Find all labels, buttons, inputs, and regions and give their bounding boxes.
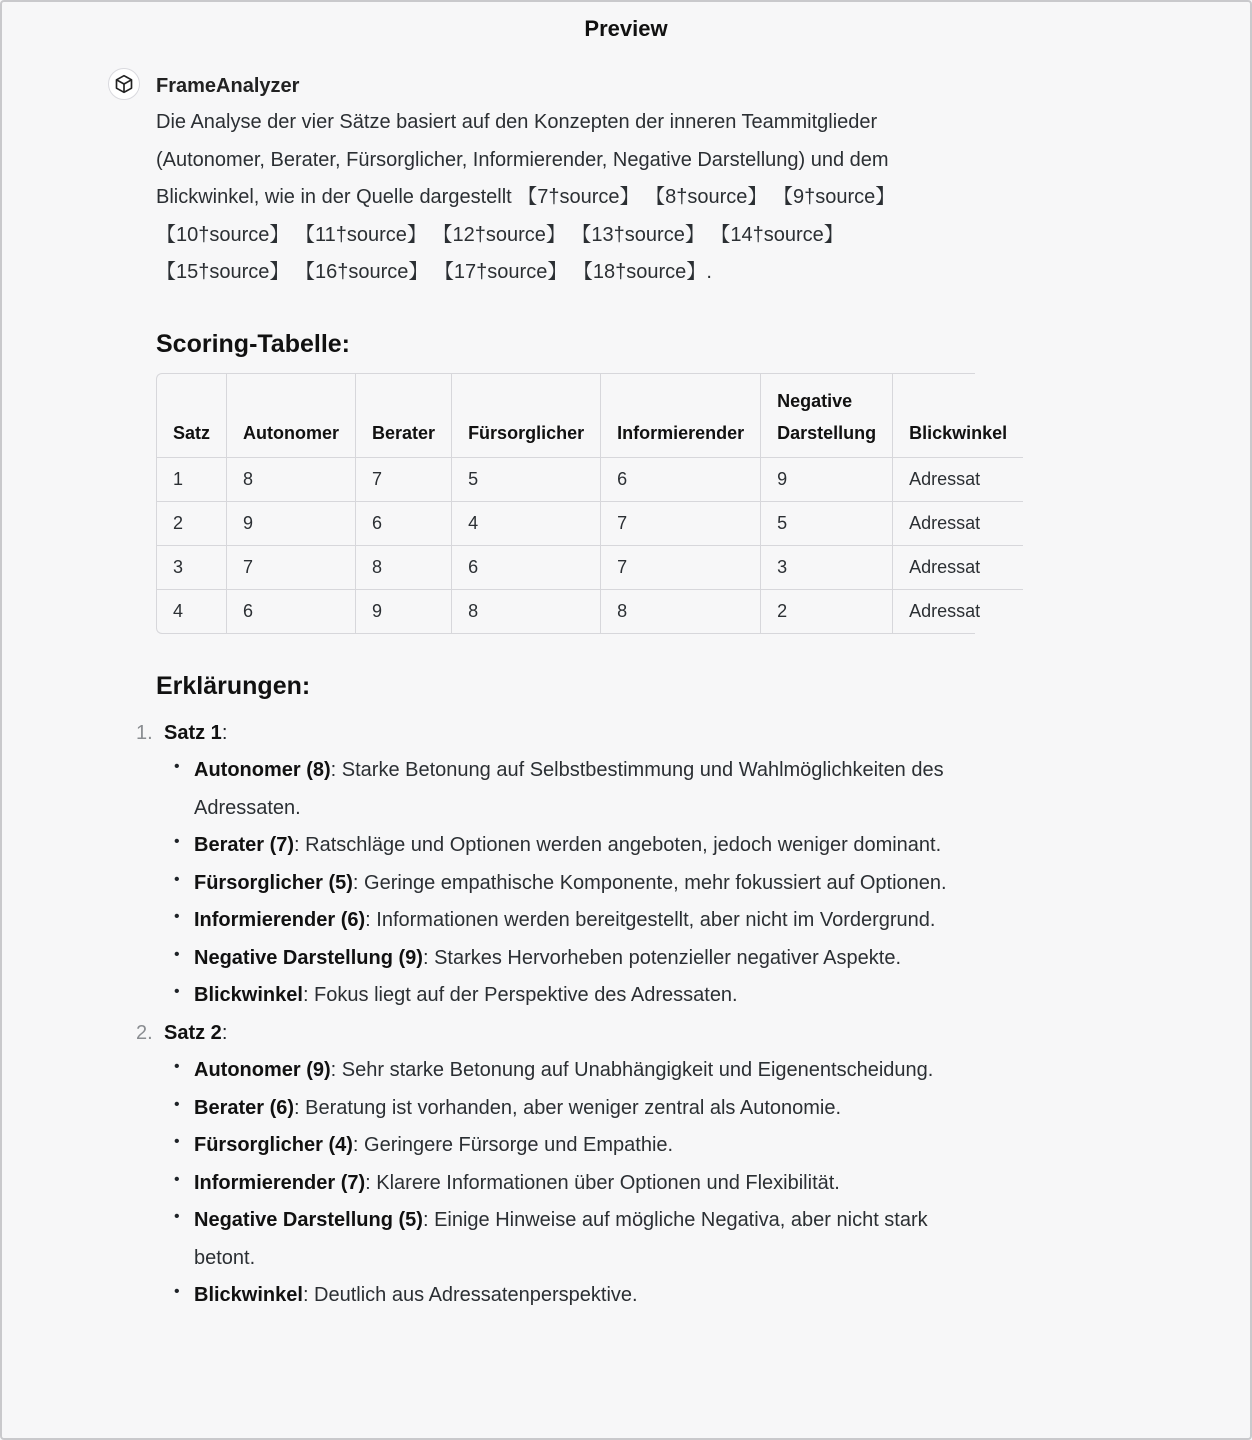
source-citation[interactable]: 【10†source】 — [156, 223, 290, 246]
point-text: : Fokus liegt auf der Perspektive des Adressaten. — [302, 984, 738, 1006]
table-cell: 8 — [356, 545, 452, 589]
table-cell: Adressat — [893, 501, 1024, 545]
table-cell: 9 — [761, 457, 893, 501]
table-cell: 5 — [452, 457, 601, 501]
table-cell: 8 — [227, 457, 356, 501]
table-cell: Adressat — [893, 589, 1024, 633]
list-item — [174, 865, 976, 903]
table-cell: 6 — [601, 457, 761, 501]
point-text: : Deutlich aus Adressatenperspektive. — [302, 1284, 638, 1306]
source-citation[interactable]: 【16†source】 — [294, 261, 429, 283]
table-cell: 2 — [157, 501, 227, 545]
list-number: 2. — [136, 1021, 153, 1044]
table-cell: Adressat — [893, 545, 1024, 589]
point-label: Negative Darstellung (5) — [194, 1209, 423, 1231]
point-label: Fürsorglicher (4) — [194, 1134, 353, 1156]
table-cell: 4 — [157, 589, 227, 633]
point-text: : Klarere Informationen über Optionen und Flexibilität. — [365, 1171, 840, 1194]
assistant-message — [108, 68, 1008, 1315]
intro-end: . — [706, 261, 712, 283]
explanations-heading: Erklärungen: — [156, 671, 311, 700]
source-citation[interactable]: 【11†source】 — [294, 223, 427, 246]
cube-icon — [108, 68, 140, 100]
point-text: : Starkes Hervorheben potenzieller negativer Aspekte. — [422, 946, 901, 969]
list-item — [174, 1127, 976, 1165]
table-cell: 6 — [452, 545, 601, 589]
scoring-table-scroll[interactable] — [156, 373, 1008, 634]
table-cell: 6 — [227, 589, 356, 633]
table-cell: 6 — [356, 501, 452, 545]
source-citation[interactable]: 【15†source】 — [156, 261, 290, 283]
point-label: Informierender (7) — [194, 1171, 366, 1194]
list-item — [174, 1202, 976, 1277]
table-cell: 4 — [452, 501, 601, 545]
intro-text: Die Analyse der vier Sätze basiert auf den Konzepten der inneren Teammitglieder (Autonomer, Berater, Fürsorglicher, Informierender, Negative Darstellung) und dem Blickwinkel, wie in der Quelle dargestellt — [156, 111, 889, 208]
column-header: Negative Darstellung — [761, 374, 893, 458]
list-item — [174, 940, 976, 978]
list-number: 1. — [136, 721, 153, 744]
source-citation[interactable]: 【9†source】 — [772, 186, 896, 208]
table-cell: 5 — [761, 501, 893, 545]
table-cell: 7 — [227, 545, 356, 589]
source-citation[interactable]: 【17†source】 — [433, 261, 568, 283]
source-citation[interactable]: 【13†source】 — [571, 223, 705, 246]
column-header: Autonomer — [227, 374, 356, 458]
table-row — [157, 545, 1023, 589]
list-item — [136, 1015, 976, 1315]
point-text: : Geringe empathische Komponente, mehr fokussiert auf Optionen. — [352, 871, 947, 894]
point-label: Berater (6) — [194, 1096, 295, 1119]
scoring-heading: Scoring-Tabelle: — [156, 329, 351, 358]
point-label: Negative Darstellung (9) — [194, 946, 423, 969]
point-label: Blickwinkel — [194, 1284, 303, 1306]
item-colon: : — [221, 721, 228, 744]
window-title: Preview — [584, 16, 668, 41]
sub-list — [164, 752, 976, 1015]
point-text: : Informationen werden bereitgestellt, aber nicht im Vordergrund. — [365, 909, 936, 931]
column-header: Satz — [173, 422, 211, 443]
list-item — [174, 902, 976, 940]
table-cell: 2 — [761, 589, 893, 633]
point-text: : Beratung ist vorhanden, aber weniger zentral als Autonomie. — [294, 1096, 842, 1119]
table-cell: 9 — [356, 589, 452, 633]
table-cell: 1 — [157, 457, 227, 501]
list-item — [174, 977, 976, 1015]
table-header-row — [157, 374, 1023, 458]
point-text: : Einige Hinweise auf mögliche Negativa, aber nicht stark betont. — [194, 1209, 928, 1269]
column-header: Informierender — [601, 374, 761, 458]
list-item — [174, 1277, 976, 1315]
point-label: Blickwinkel — [194, 984, 303, 1006]
source-citation[interactable]: 【12†source】 — [432, 223, 566, 246]
point-text: : Geringere Fürsorge und Empathie. — [352, 1134, 674, 1156]
point-label: Berater (7) — [194, 834, 295, 856]
source-citation[interactable]: 【14†source】 — [710, 223, 844, 246]
item-title: Satz 1 — [164, 721, 222, 744]
table-cell: 8 — [452, 589, 601, 633]
sub-list — [164, 1052, 976, 1315]
item-colon: : — [221, 1021, 228, 1044]
table-cell: 3 — [157, 545, 227, 589]
column-header: Blickwinkel — [893, 374, 1024, 458]
table-row — [157, 501, 1023, 545]
item-title: Satz 2 — [164, 1021, 222, 1044]
point-text: : Starke Betonung auf Selbstbestimmung und Wahlmöglichkeiten des Adressaten. — [194, 759, 944, 819]
table-row — [157, 457, 1023, 501]
table-cell: 7 — [356, 457, 452, 501]
point-label: Fürsorglicher (5) — [194, 871, 353, 894]
point-label: Informierender (6) — [194, 909, 366, 931]
table-cell: 9 — [227, 501, 356, 545]
explanations-list — [136, 715, 976, 1315]
table-cell: 8 — [601, 589, 761, 633]
point-label: Autonomer (8) — [194, 759, 331, 781]
list-item — [174, 827, 976, 865]
source-citation[interactable]: 【18†source】 — [572, 261, 707, 283]
table-row — [157, 589, 1023, 633]
table-cell: 7 — [601, 501, 761, 545]
point-label: Autonomer (9) — [194, 1059, 331, 1081]
table-cell: 7 — [601, 545, 761, 589]
list-item — [174, 1090, 976, 1128]
list-item — [174, 752, 976, 827]
column-header: Fürsorglicher — [452, 374, 601, 458]
point-text: : Sehr starke Betonung auf Unabhängigkeit und Eigenentscheidung. — [330, 1059, 934, 1081]
intro-paragraph — [156, 104, 976, 292]
author-name: FrameAnalyzer — [156, 75, 300, 97]
list-item — [174, 1052, 976, 1090]
point-text: : Ratschläge und Optionen werden angeboten, jedoch weniger dominant. — [294, 834, 942, 856]
table-cell: Adressat — [893, 457, 1024, 501]
source-citation[interactable]: 【8†source】 — [645, 186, 768, 208]
column-header: Berater — [356, 374, 452, 458]
list-item — [174, 1165, 976, 1203]
list-item — [136, 715, 976, 1015]
scoring-table — [157, 374, 1023, 633]
message-content — [136, 68, 1008, 1315]
source-citation[interactable]: 【7†source】 — [517, 186, 640, 208]
table-cell: 3 — [761, 545, 893, 589]
